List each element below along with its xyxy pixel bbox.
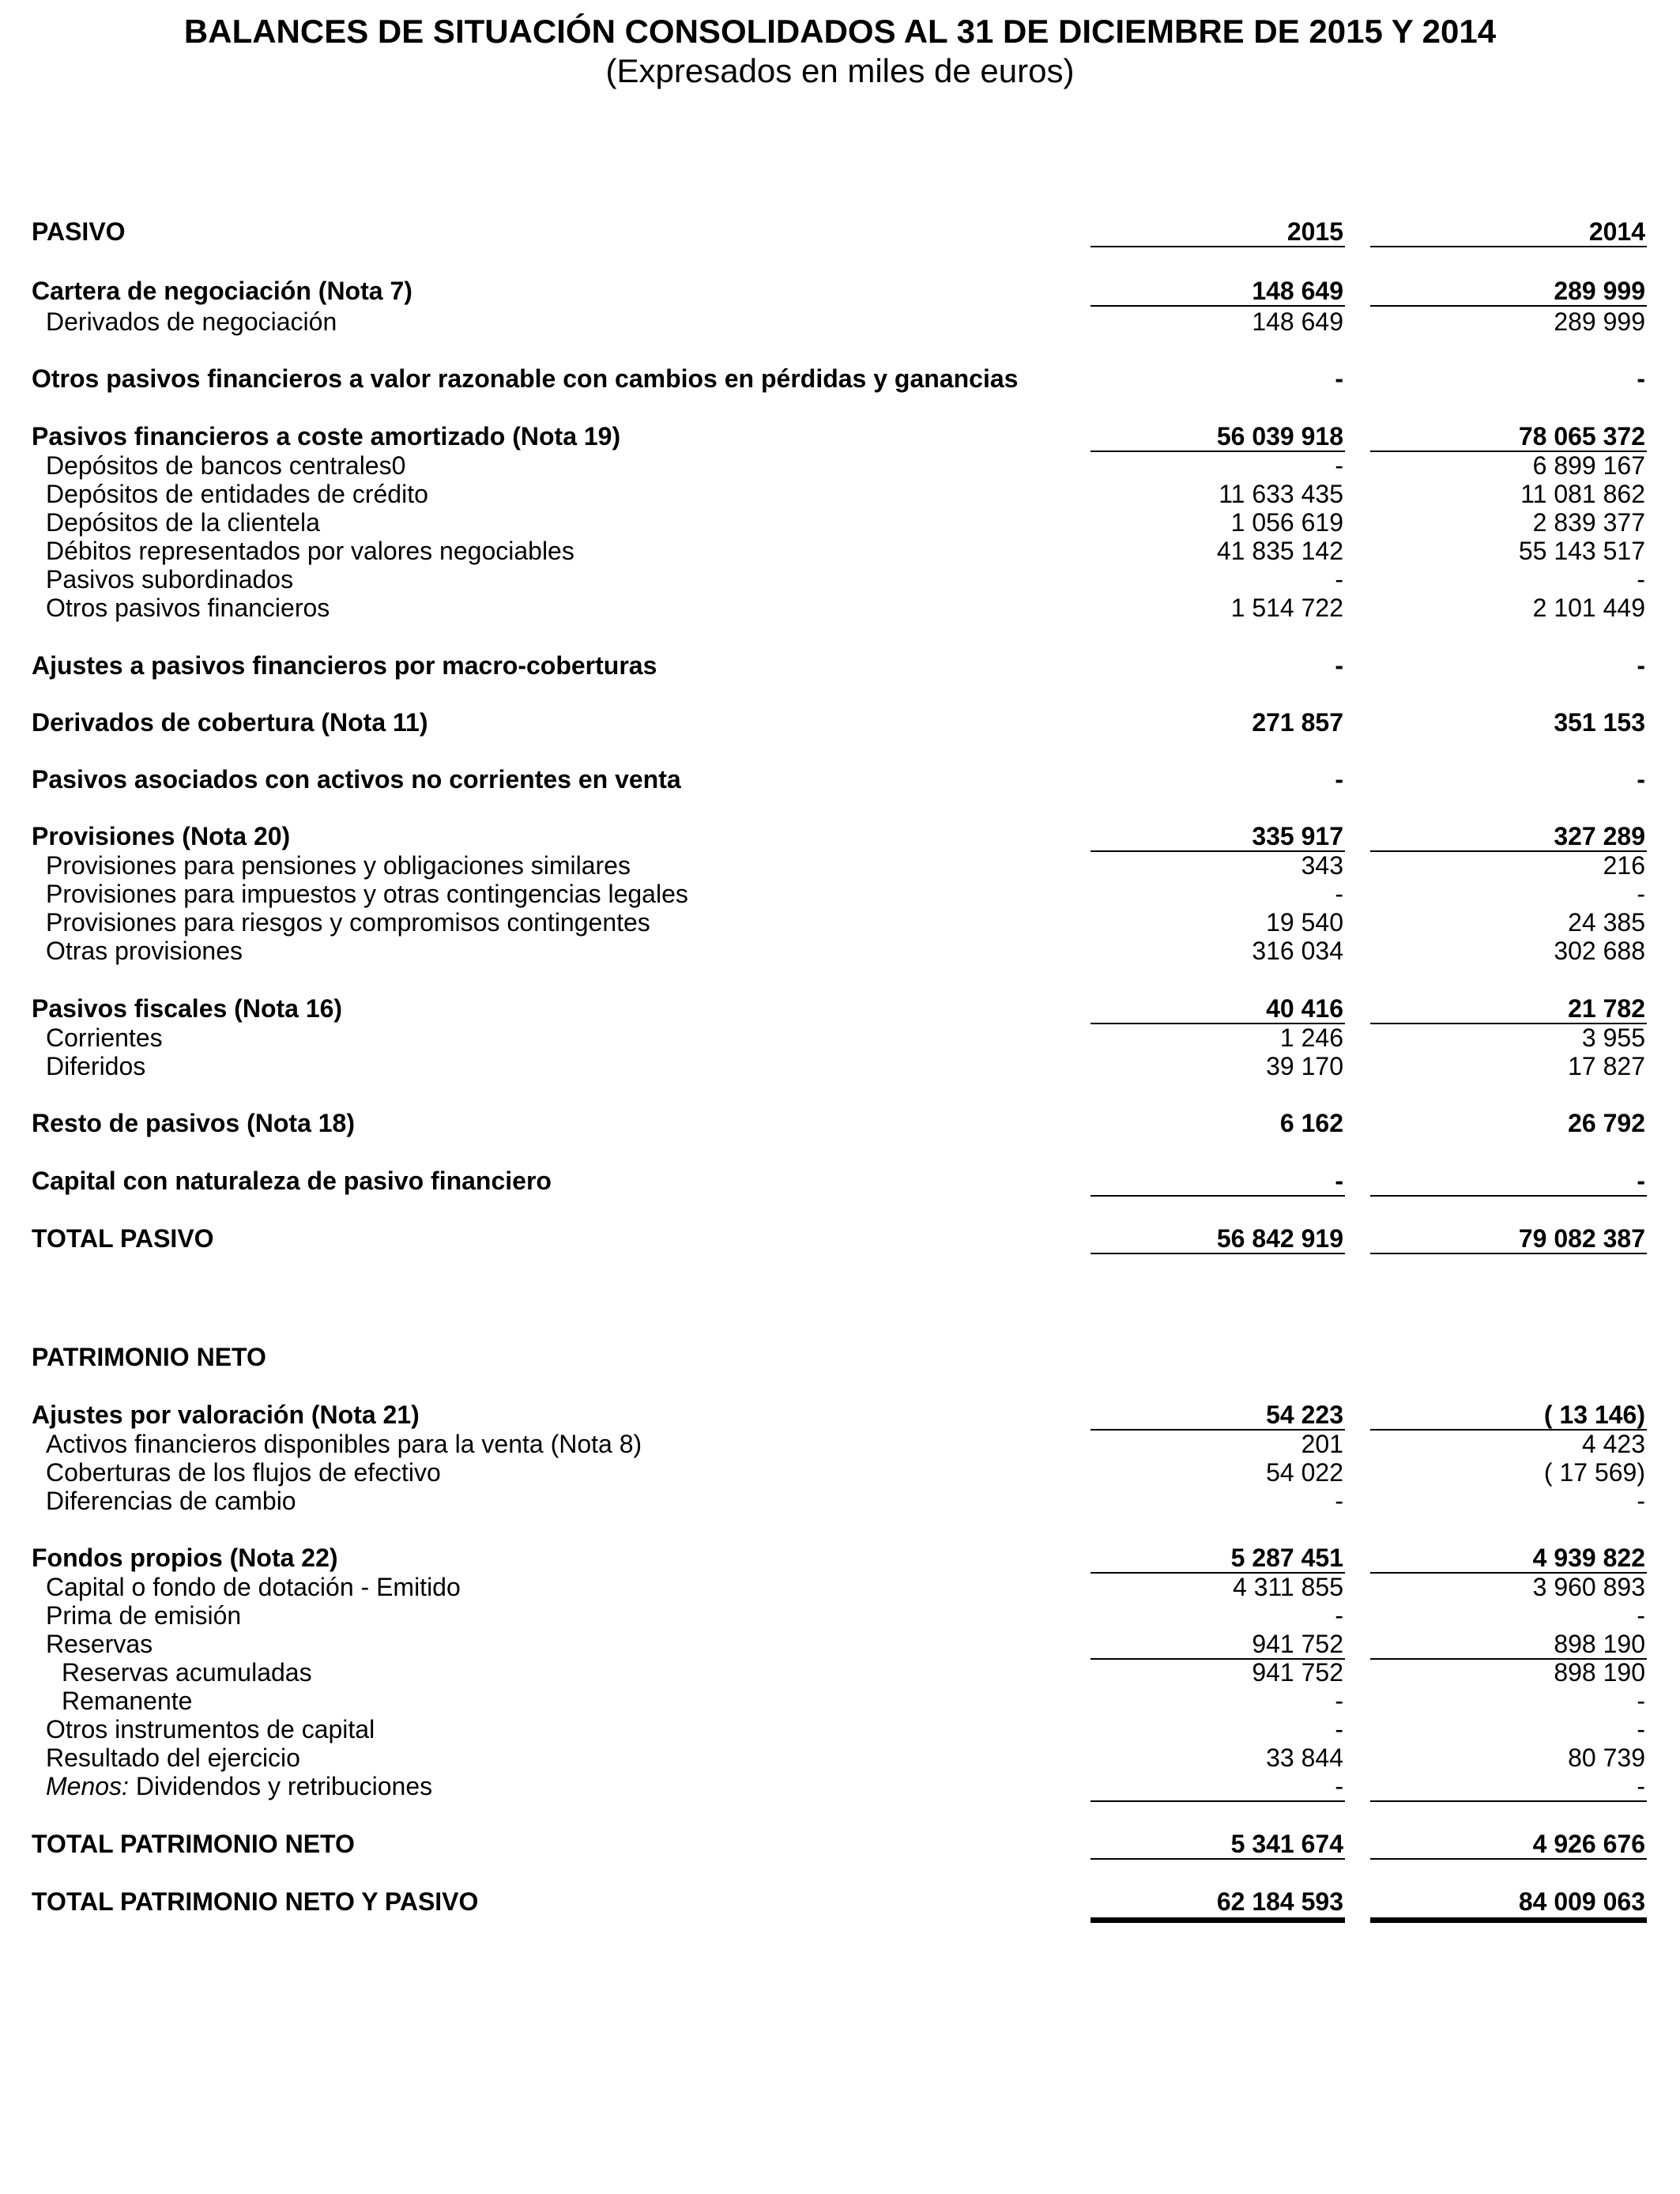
table-row	[0, 307, 1680, 336]
row-label: Otros instrumentos de capital	[46, 1715, 375, 1744]
table-row	[0, 1601, 1680, 1630]
value-2015: -	[1335, 364, 1343, 393]
value-2014: 79 082 387	[1518, 1224, 1645, 1253]
value-2015: -	[1335, 1487, 1343, 1515]
row-label: Otros pasivos financieros a valor razonable con cambios en pérdidas y ganancias	[32, 364, 1019, 393]
value-2015: 148 649	[1252, 307, 1343, 336]
value-2014: 6 899 167	[1532, 451, 1645, 480]
underline-rule	[1370, 305, 1647, 307]
row-label: Cartera de negociación (Nota 7)	[32, 277, 412, 305]
value-2014: 3 955	[1581, 1023, 1645, 1052]
table-row	[0, 708, 1680, 737]
table-row	[0, 422, 1680, 450]
underline-rule	[1090, 1800, 1345, 1802]
value-2014: 2 101 449	[1532, 594, 1645, 622]
row-label: Provisiones para impuestos y otras contingencias legales	[46, 880, 688, 908]
table-row	[0, 451, 1680, 480]
table-row	[0, 908, 1680, 937]
value-2014: 84 009 063	[1518, 1887, 1645, 1916]
value-2014: -	[1637, 565, 1645, 594]
table-row	[0, 1343, 1680, 1371]
row-label: Depósitos de entidades de crédito	[46, 480, 428, 508]
table-row	[0, 1630, 1680, 1658]
row-label: Provisiones (Nota 20)	[32, 822, 291, 850]
value-2014: 4 423	[1581, 1430, 1645, 1458]
value-2014: 4 926 676	[1532, 1830, 1645, 1858]
value-2014: 80 739	[1568, 1744, 1645, 1772]
underline-rule	[1370, 246, 1647, 247]
value-2015: 33 844	[1266, 1744, 1343, 1772]
row-label: Resultado del ejercicio	[46, 1744, 300, 1772]
value-2014: -	[1637, 651, 1645, 680]
page-subtitle: (Expresados en miles de euros)	[605, 52, 1075, 89]
table-row	[0, 1400, 1680, 1429]
table-row	[0, 1658, 1680, 1687]
value-2015: -	[1335, 1715, 1343, 1744]
row-label: Derivados de negociación	[46, 307, 337, 336]
value-2015: 1 056 619	[1230, 508, 1343, 537]
table-row	[0, 880, 1680, 908]
table-row	[0, 480, 1680, 508]
table-row	[0, 217, 1680, 246]
value-2014: 55 143 517	[1518, 537, 1645, 565]
value-2015: -	[1335, 1772, 1343, 1800]
value-2015: 343	[1301, 851, 1343, 880]
value-2015: -	[1335, 880, 1343, 908]
value-2015: -	[1335, 651, 1343, 680]
row-label: Fondos propios (Nota 22)	[32, 1544, 338, 1572]
value-2014: ( 13 146)	[1543, 1400, 1645, 1429]
value-2014: 17 827	[1568, 1052, 1645, 1080]
row-label: Derivados de cobertura (Nota 11)	[32, 708, 428, 737]
value-2015: -	[1335, 451, 1343, 480]
underline-rule	[1090, 305, 1345, 307]
row-label: Prima de emisión	[46, 1601, 242, 1630]
value-2015: 62 184 593	[1216, 1887, 1343, 1916]
value-2014: -	[1637, 1715, 1645, 1744]
table-row	[0, 822, 1680, 850]
value-2015: 1 514 722	[1230, 594, 1343, 622]
value-2015: 941 752	[1252, 1630, 1343, 1658]
value-2015: -	[1335, 1167, 1343, 1195]
underline-rule	[1090, 246, 1345, 247]
value-2014: -	[1637, 1687, 1645, 1715]
value-2014: 2014	[1588, 217, 1645, 246]
underline-rule	[1090, 1195, 1345, 1197]
row-label: PATRIMONIO NETO	[32, 1343, 266, 1371]
table-row	[0, 1687, 1680, 1715]
value-2015: 6 162	[1279, 1109, 1343, 1137]
row-label: Resto de pasivos (Nota 18)	[32, 1109, 355, 1137]
row-label: Débitos representados por valores negociables	[46, 537, 574, 565]
value-2014: -	[1637, 1772, 1645, 1800]
value-2014: 302 688	[1554, 937, 1645, 965]
value-2015: -	[1335, 1601, 1343, 1630]
table-row	[0, 537, 1680, 565]
value-2014: 327 289	[1554, 822, 1645, 850]
table-row	[0, 1430, 1680, 1458]
table-row	[0, 1458, 1680, 1487]
value-2015: 335 917	[1252, 822, 1343, 850]
double-underline-rule	[1370, 1917, 1647, 1923]
value-2014: -	[1637, 1167, 1645, 1195]
value-2015: 5 287 451	[1230, 1544, 1343, 1572]
row-label: Capital o fondo de dotación - Emitido	[46, 1573, 461, 1601]
table-row	[0, 1887, 1680, 1916]
value-2015: 19 540	[1266, 908, 1343, 937]
table-row	[0, 1167, 1680, 1195]
value-2014: -	[1637, 1601, 1645, 1630]
value-2014: 11 081 862	[1520, 480, 1645, 508]
row-label: Otras provisiones	[46, 937, 243, 965]
row-label: PASIVO	[32, 217, 126, 246]
double-underline-rule	[1090, 1917, 1345, 1923]
value-2015: 54 022	[1266, 1458, 1343, 1487]
value-2014: 2 839 377	[1532, 508, 1645, 537]
table-row	[0, 851, 1680, 880]
table-row	[0, 1772, 1680, 1800]
table-row	[0, 765, 1680, 794]
row-label: Corrientes	[46, 1023, 163, 1052]
value-2014: 21 782	[1568, 994, 1645, 1023]
value-2015: 39 170	[1266, 1052, 1343, 1080]
row-label: Reservas acumuladas	[62, 1658, 312, 1687]
row-label: Reservas	[46, 1630, 153, 1658]
table-row	[0, 1052, 1680, 1080]
row-label: TOTAL PATRIMONIO NETO Y PASIVO	[32, 1887, 479, 1916]
value-2014: 289 999	[1554, 277, 1645, 305]
table-row	[0, 364, 1680, 393]
table-row	[0, 1224, 1680, 1253]
table-row	[0, 994, 1680, 1023]
table-row	[0, 508, 1680, 537]
table-row	[0, 1573, 1680, 1601]
row-label: TOTAL PASIVO	[32, 1224, 214, 1253]
row-label: TOTAL PATRIMONIO NETO	[32, 1830, 355, 1858]
value-2015: 1 246	[1279, 1023, 1343, 1052]
row-label: Diferidos	[46, 1052, 146, 1080]
table-row	[0, 651, 1680, 680]
value-2014: -	[1637, 765, 1645, 794]
table-row	[0, 1544, 1680, 1572]
value-2015: 54 223	[1266, 1400, 1343, 1429]
value-2014: 24 385	[1568, 908, 1645, 937]
row-label: Pasivos fiscales (Nota 16)	[32, 994, 343, 1023]
page-title: BALANCES DE SITUACIÓN CONSOLIDADOS AL 31 DE DICIEMBRE DE 2015 Y 2014	[183, 13, 1497, 50]
value-2015: 4 311 855	[1233, 1573, 1343, 1601]
underline-rule	[1090, 1253, 1345, 1254]
value-2015: 40 416	[1266, 994, 1343, 1023]
value-2015: 201	[1301, 1430, 1343, 1458]
value-2015: 5 341 674	[1230, 1830, 1343, 1858]
row-label: Ajustes por valoración (Nota 21)	[32, 1400, 420, 1429]
underline-rule	[1370, 1253, 1647, 1254]
row-label-prefix: Menos:	[46, 1772, 129, 1800]
row-label: Activos financieros disponibles para la venta (Nota 8)	[46, 1430, 642, 1458]
table-row	[0, 565, 1680, 594]
value-2014: 26 792	[1568, 1109, 1645, 1137]
value-2015: -	[1335, 765, 1343, 794]
row-label: Depósitos de la clientela	[46, 508, 320, 537]
row-label: Coberturas de los flujos de efectivo	[46, 1458, 441, 1487]
underline-rule	[1370, 1800, 1647, 1802]
row-label: Diferencias de cambio	[46, 1487, 296, 1515]
row-label: Pasivos asociados con activos no corrientes en venta	[32, 765, 681, 794]
value-2015: 271 857	[1252, 708, 1343, 737]
value-2015: -	[1335, 1687, 1343, 1715]
row-label: Otros pasivos financieros	[46, 594, 330, 622]
value-2015: 316 034	[1252, 937, 1343, 965]
value-2015: 56 842 919	[1216, 1224, 1343, 1253]
table-row	[0, 1487, 1680, 1515]
value-2014: ( 17 569)	[1543, 1458, 1645, 1487]
value-2014: 3 960 893	[1532, 1573, 1645, 1601]
table-row	[0, 594, 1680, 622]
value-2014: 216	[1603, 851, 1645, 880]
row-label: Pasivos financieros a coste amortizado (Nota 19)	[32, 422, 621, 450]
row-label: Provisiones para pensiones y obligaciones similares	[46, 851, 631, 880]
underline-rule	[1370, 1858, 1647, 1860]
value-2014: -	[1637, 1487, 1645, 1515]
value-2014: 289 999	[1554, 307, 1645, 336]
row-label: Depósitos de bancos centrales0	[46, 451, 406, 480]
table-row	[0, 1715, 1680, 1744]
value-2014: -	[1637, 880, 1645, 908]
value-2014: 898 190	[1554, 1630, 1645, 1658]
table-row	[0, 937, 1680, 965]
underline-rule	[1090, 1858, 1345, 1860]
row-label: Capital con naturaleza de pasivo financiero	[32, 1167, 552, 1195]
value-2014: 351 153	[1554, 708, 1645, 737]
value-2015: 56 039 918	[1216, 422, 1343, 450]
value-2015: 941 752	[1252, 1658, 1343, 1687]
value-2014: -	[1637, 364, 1645, 393]
table-row	[0, 1023, 1680, 1052]
row-label: Pasivos subordinados	[46, 565, 294, 594]
underline-rule	[1370, 1195, 1647, 1197]
table-row	[0, 1744, 1680, 1772]
table-row	[0, 1830, 1680, 1858]
value-2015: 148 649	[1252, 277, 1343, 305]
value-2014: 4 939 822	[1532, 1544, 1645, 1572]
row-label: Provisiones para riesgos y compromisos contingentes	[46, 908, 650, 937]
value-2015: 2015	[1286, 217, 1343, 246]
row-label: Menos: Dividendos y retribuciones	[46, 1772, 433, 1800]
row-label: Remanente	[62, 1687, 193, 1715]
value-2015: 11 633 435	[1219, 480, 1343, 508]
value-2015: -	[1335, 565, 1343, 594]
table-row	[0, 277, 1680, 305]
value-2014: 78 065 372	[1518, 422, 1645, 450]
row-label: Ajustes a pasivos financieros por macro-coberturas	[32, 651, 657, 680]
value-2014: 898 190	[1554, 1658, 1645, 1687]
value-2015: 41 835 142	[1216, 537, 1343, 565]
table-row	[0, 1109, 1680, 1137]
